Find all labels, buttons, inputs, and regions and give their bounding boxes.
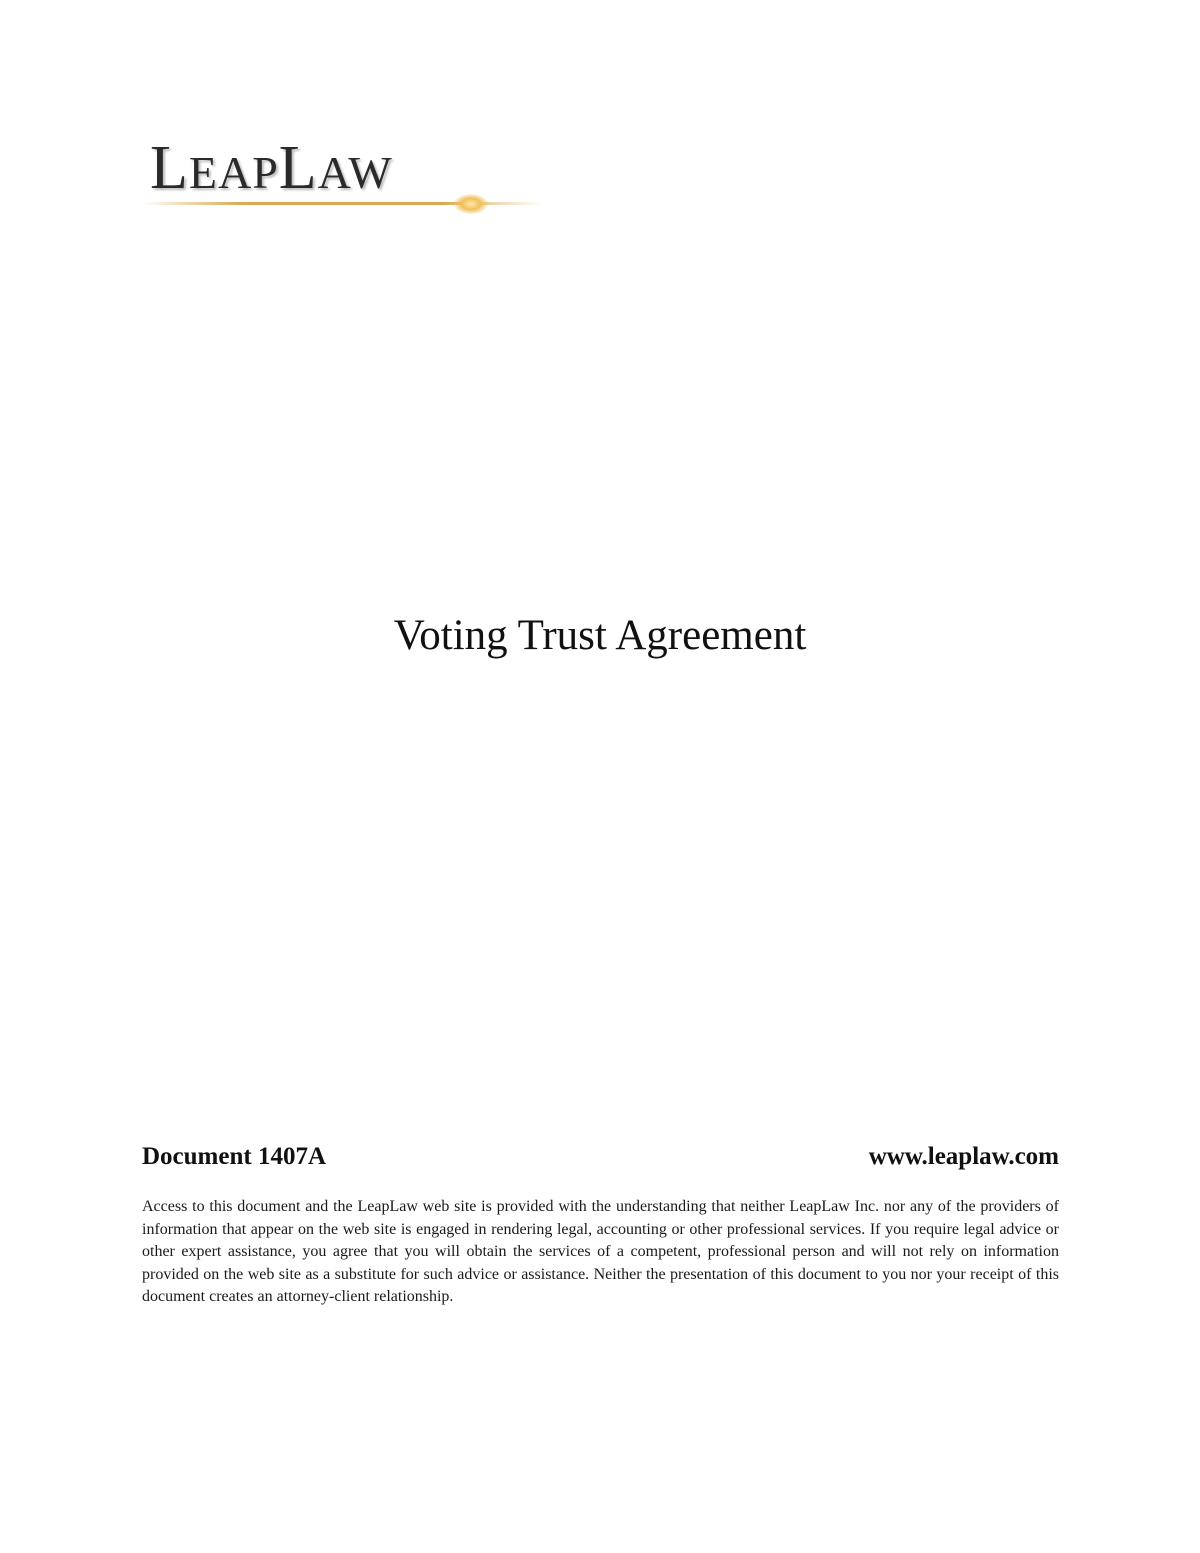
disclaimer-text: Access to this document and the LeapLaw web site is provided with the understanding that neither LeapLaw Inc. nor any of the providers of information that appear on the web site is engaged in rendering legal, accounting or other professional services. If you require legal advice or other expert assistance, you agree that you will obtain the services of a competent, professional person and will not rely on information provided on the web site as a substitute for such advice or assistance. Neither the presentation of this document to you nor your receipt of this document creates an attorney-client relationship.: [142, 1198, 1059, 1305]
document-meta-row: [142, 1140, 1059, 1174]
document-title: Voting Trust Agreement: [393, 612, 807, 659]
logo-letters-eap: EAP: [188, 147, 279, 198]
logo-letter-l2: L: [278, 134, 318, 202]
logo-glow-dot: [454, 194, 488, 214]
logo-letter-l1: L: [150, 134, 189, 202]
leaplaw-logo: [142, 136, 552, 226]
logo-letters-aw: AW: [317, 147, 393, 198]
document-number: Document 1407A: [142, 1143, 327, 1170]
logo-wordmark: [150, 136, 393, 205]
website-link[interactable]: www.leaplaw.com: [868, 1143, 1059, 1170]
